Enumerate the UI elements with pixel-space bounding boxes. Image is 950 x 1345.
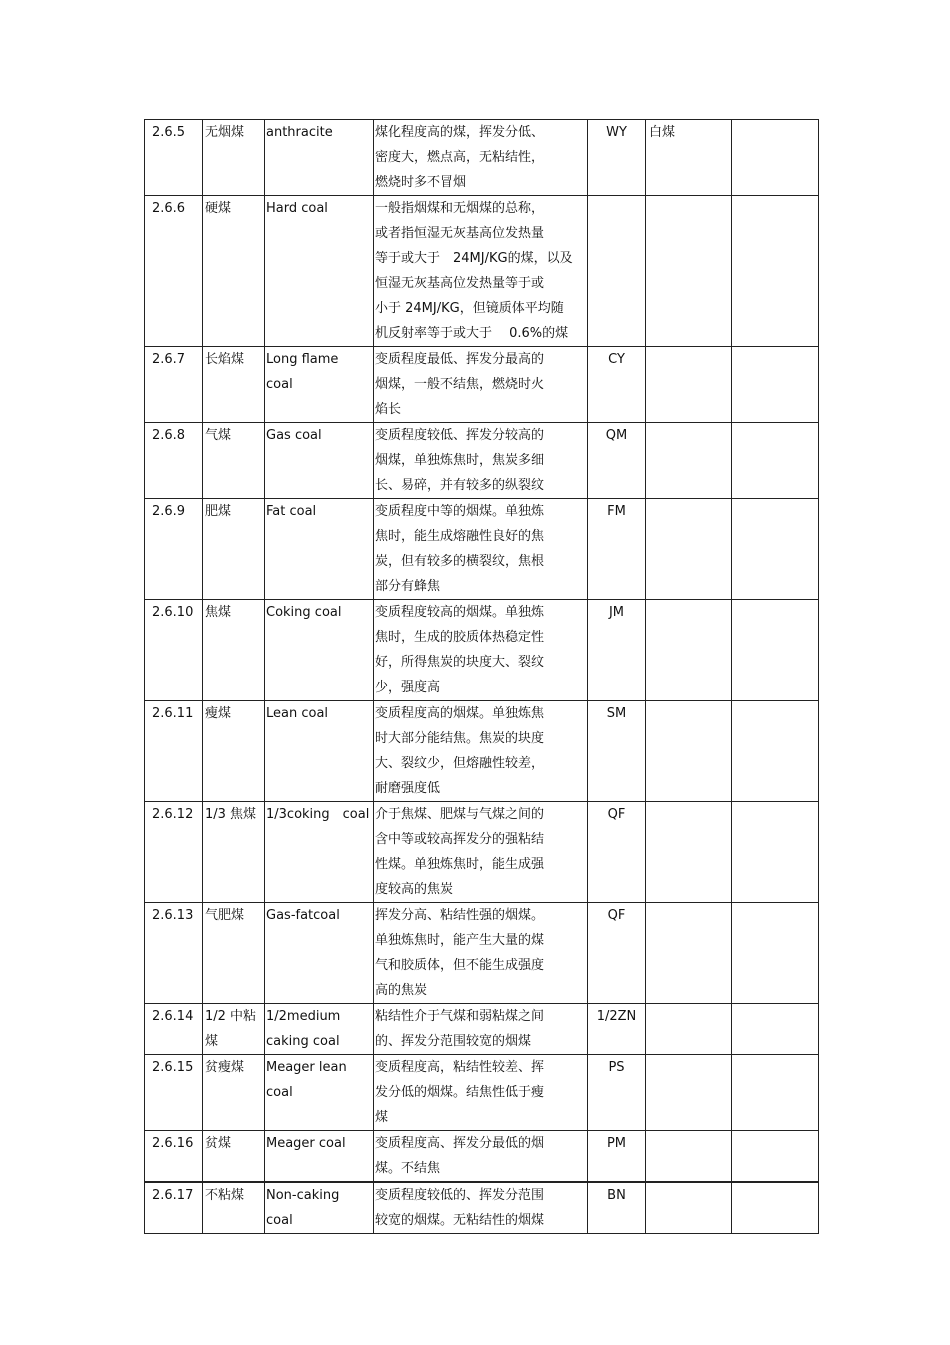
term-number [145, 120, 203, 196]
term-definition-line: 焰长 [375, 402, 402, 417]
table-row [145, 701, 819, 802]
term-alias [646, 1004, 732, 1055]
term-definition-line: 性煤。单独炼焦时，能生成强 [375, 857, 545, 872]
term-alias [646, 196, 732, 347]
term-number [145, 1131, 203, 1183]
term-number-text: 2.6.16 [152, 1136, 194, 1151]
term-alias-text: 白煤 [649, 125, 676, 140]
term-code [588, 1131, 646, 1183]
term-code [588, 600, 646, 701]
term-english-line: Meager lean [266, 1060, 347, 1075]
term-chinese-line: 气肥煤 [205, 908, 245, 923]
term-number-text: 2.6.13 [152, 908, 194, 923]
term-note [732, 120, 819, 196]
term-definition-line: 粘结性介于气煤和弱粘煤之间 [375, 1009, 545, 1024]
term-english [265, 196, 374, 347]
term-alias [646, 701, 732, 802]
term-code-text: FM [607, 504, 626, 519]
term-definition [374, 120, 588, 196]
term-code-text: WY [606, 125, 627, 140]
term-definition-line: 焦时，生成的胶质体热稳定性 [375, 630, 545, 645]
term-chinese-line: 长焰煤 [205, 352, 245, 367]
term-chinese-line: 气煤 [205, 428, 232, 443]
term-english-line: Lean coal [266, 706, 329, 721]
term-english [265, 120, 374, 196]
term-note [732, 903, 819, 1004]
term-code-text: QF [607, 908, 626, 923]
term-definition [374, 1182, 588, 1234]
term-chinese-line: 煤 [205, 1034, 219, 1049]
term-number-text: 2.6.6 [152, 201, 186, 216]
term-code [588, 120, 646, 196]
table-row [145, 903, 819, 1004]
table-row [145, 423, 819, 499]
term-definition [374, 1055, 588, 1131]
term-chinese-line: 不粘煤 [205, 1188, 245, 1203]
term-definition-line: 炭，但有较多的横裂纹，焦根 [375, 554, 545, 569]
term-number [145, 1004, 203, 1055]
term-number [145, 196, 203, 347]
term-note [732, 1055, 819, 1131]
term-number [145, 701, 203, 802]
term-code-text: JM [608, 605, 625, 620]
term-english [265, 802, 374, 903]
term-note [732, 802, 819, 903]
term-alias [646, 903, 732, 1004]
term-chinese-line: 硬煤 [205, 201, 232, 216]
term-code [588, 499, 646, 600]
term-definition [374, 499, 588, 600]
term-definition-line: 的、挥发分范围较宽的烟煤 [375, 1034, 532, 1049]
term-alias [646, 802, 732, 903]
term-english [265, 903, 374, 1004]
term-note [732, 499, 819, 600]
term-english-line: Long flame [266, 352, 339, 367]
term-chinese-line: 肥煤 [205, 504, 232, 519]
table-row [145, 196, 819, 347]
term-definition-line: 含中等或较高挥发分的强粘结 [375, 832, 545, 847]
term-number-text: 2.6.7 [152, 352, 186, 367]
term-chinese-line: 无烟煤 [205, 125, 245, 140]
term-code-text: 1/2ZN [596, 1009, 637, 1024]
term-note [732, 1004, 819, 1055]
term-definition-line: 发分低的烟煤。结焦性低于瘦 [375, 1085, 545, 1100]
term-definition-line: 煤化程度高的煤，挥发分低、 [375, 125, 545, 140]
term-english-line: Gas-fatcoal [266, 908, 340, 923]
term-english-line: 1/2medium [266, 1009, 341, 1024]
term-definition-line: 机反射率等于或大于 0.6%的煤 [375, 326, 569, 341]
term-definition-line: 变质程度较高的烟煤。单独炼 [375, 605, 545, 620]
term-chinese [203, 802, 265, 903]
term-definition-line: 气和胶质体，但不能生成强度 [375, 958, 545, 973]
term-definition-line: 煤 [375, 1110, 389, 1125]
term-definition-line: 密度大，燃点高，无粘结性， [375, 150, 545, 165]
term-note [732, 1131, 819, 1183]
term-code [588, 701, 646, 802]
term-number-text: 2.6.11 [152, 706, 194, 721]
term-definition-line: 变质程度较低的、挥发分范围 [375, 1188, 545, 1203]
term-english [265, 1055, 374, 1131]
term-chinese-line: 焦煤 [205, 605, 232, 620]
term-number-text: 2.6.12 [152, 807, 194, 822]
term-definition [374, 347, 588, 423]
term-definition [374, 196, 588, 347]
term-chinese [203, 499, 265, 600]
term-definition-line: 少，强度高 [375, 680, 441, 695]
table-row [145, 1004, 819, 1055]
term-english-line: anthracite [266, 125, 333, 140]
term-definition-line: 较宽的烟煤。无粘结性的烟煤 [375, 1213, 545, 1228]
table-row [145, 347, 819, 423]
term-code-text: PM [606, 1136, 627, 1151]
term-chinese [203, 600, 265, 701]
term-english [265, 423, 374, 499]
term-note [732, 196, 819, 347]
term-definition [374, 423, 588, 499]
term-number [145, 1055, 203, 1131]
table-row [145, 499, 819, 600]
term-chinese [203, 1004, 265, 1055]
term-chinese-line: 贫煤 [205, 1136, 232, 1151]
term-definition-line: 长、易碎，并有较多的纵裂纹 [375, 478, 545, 493]
term-definition-line: 单独炼焦时，能产生大量的煤 [375, 933, 545, 948]
term-chinese [203, 1182, 265, 1234]
table-row [145, 120, 819, 196]
table-row [145, 1055, 819, 1131]
term-english-line: Fat coal [266, 504, 317, 519]
term-chinese-line: 瘦煤 [205, 706, 232, 721]
term-english [265, 1004, 374, 1055]
table-body [145, 120, 819, 1234]
term-code [588, 1004, 646, 1055]
term-number [145, 802, 203, 903]
term-code [588, 347, 646, 423]
term-number [145, 423, 203, 499]
term-code-text: BN [607, 1188, 626, 1203]
term-english-line: Gas coal [266, 428, 322, 443]
term-definition-line: 介于焦煤、肥煤与气煤之间的 [375, 807, 545, 822]
term-code [588, 196, 646, 347]
term-alias [646, 1055, 732, 1131]
term-english-line: caking coal [266, 1034, 340, 1049]
term-chinese [203, 1131, 265, 1183]
term-definition [374, 701, 588, 802]
term-english [265, 600, 374, 701]
term-alias [646, 423, 732, 499]
term-code [588, 903, 646, 1004]
term-chinese-line: 1/2 中粘 [205, 1009, 257, 1024]
term-definition-line: 变质程度较低、挥发分较高的 [375, 428, 545, 443]
term-english-line: 1/3coking coal [266, 807, 370, 822]
term-definition-line: 小于 24MJ/KG，但镜质体平均随 [375, 301, 564, 316]
term-note [732, 347, 819, 423]
term-definition-line: 或者指恒湿无灰基高位发热量 [375, 226, 545, 241]
term-number-text: 2.6.8 [152, 428, 186, 443]
term-english-line: Non-caking [266, 1188, 340, 1203]
term-definition [374, 1131, 588, 1183]
term-number [145, 499, 203, 600]
term-english [265, 499, 374, 600]
term-chinese [203, 423, 265, 499]
table-row [145, 1131, 819, 1183]
term-number [145, 347, 203, 423]
term-definition [374, 600, 588, 701]
term-english-line: coal [266, 1085, 293, 1100]
term-alias [646, 1131, 732, 1183]
term-alias [646, 1182, 732, 1234]
term-chinese [203, 1055, 265, 1131]
term-note [732, 600, 819, 701]
term-note [732, 1182, 819, 1234]
term-definition-line: 燃烧时多不冒烟 [375, 175, 467, 190]
term-definition-line: 好，所得焦炭的块度大、裂纹 [375, 655, 545, 670]
term-note [732, 423, 819, 499]
term-english-line: coal [266, 377, 293, 392]
term-code-text: QF [607, 807, 626, 822]
term-definition-line: 度较高的焦炭 [375, 882, 454, 897]
term-english [265, 1131, 374, 1183]
term-definition-line: 挥发分高、粘结性强的烟煤。 [375, 908, 545, 923]
coal-terms-table [144, 119, 819, 1234]
term-definition-line: 煤。不结焦 [375, 1161, 441, 1176]
term-chinese [203, 120, 265, 196]
table-row [145, 1182, 819, 1234]
term-english [265, 1182, 374, 1234]
term-code-text: SM [606, 706, 627, 721]
term-definition [374, 1004, 588, 1055]
term-number-text: 2.6.10 [152, 605, 194, 620]
term-code-text: QM [605, 428, 628, 443]
term-code-text: PS [608, 1060, 625, 1075]
term-number-text: 2.6.14 [152, 1009, 194, 1024]
term-number-text: 2.6.15 [152, 1060, 194, 1075]
term-english-line: coal [266, 1213, 293, 1228]
term-english [265, 347, 374, 423]
term-definition-line: 耐磨强度低 [375, 781, 441, 796]
term-definition-line: 时大部分能结焦。焦炭的块度 [375, 731, 545, 746]
term-chinese [203, 903, 265, 1004]
term-number [145, 1182, 203, 1234]
term-alias [646, 499, 732, 600]
term-number-text: 2.6.17 [152, 1188, 194, 1203]
term-english-line: Coking coal [266, 605, 342, 620]
term-definition [374, 802, 588, 903]
term-alias [646, 600, 732, 701]
term-definition-line: 恒湿无灰基高位发热量等于或 [375, 276, 545, 291]
term-definition-line: 大、裂纹少，但熔融性较差， [375, 756, 545, 771]
term-definition-line: 变质程度高、挥发分最低的烟 [375, 1136, 545, 1151]
term-definition-line: 等于或大于 24MJ/KG的煤，以及 [375, 251, 573, 266]
term-number [145, 600, 203, 701]
term-definition-line: 变质程度最低、挥发分最高的 [375, 352, 545, 367]
term-definition-line: 烟煤，单独炼焦时，焦炭多细 [375, 453, 545, 468]
term-definition-line: 烟煤，一般不结焦，燃烧时火 [375, 377, 545, 392]
term-english-line: Hard coal [266, 201, 328, 216]
term-alias [646, 120, 732, 196]
term-chinese [203, 196, 265, 347]
term-code [588, 802, 646, 903]
term-code [588, 423, 646, 499]
term-english [265, 701, 374, 802]
term-chinese [203, 701, 265, 802]
table-row [145, 802, 819, 903]
term-chinese [203, 347, 265, 423]
term-definition [374, 903, 588, 1004]
term-number-text: 2.6.5 [152, 125, 186, 140]
term-code-text: CY [608, 352, 625, 367]
term-english-line: Meager coal [266, 1136, 346, 1151]
term-definition-line: 变质程度高的烟煤。单独炼焦 [375, 706, 545, 721]
term-chinese-line: 1/3 焦煤 [205, 807, 257, 822]
term-definition-line: 部分有蜂焦 [375, 579, 441, 594]
term-note [732, 701, 819, 802]
term-number [145, 903, 203, 1004]
term-chinese-line: 贫瘦煤 [205, 1060, 245, 1075]
term-alias [646, 347, 732, 423]
term-definition-line: 变质程度高，粘结性较差、挥 [375, 1060, 545, 1075]
term-definition-line: 变质程度中等的烟煤。单独炼 [375, 504, 545, 519]
term-definition-line: 高的焦炭 [375, 983, 428, 998]
term-code [588, 1055, 646, 1131]
table-row [145, 600, 819, 701]
term-code [588, 1182, 646, 1234]
term-definition-line: 焦时，能生成熔融性良好的焦 [375, 529, 545, 544]
term-definition-line: 一般指烟煤和无烟煤的总称， [375, 201, 545, 216]
term-number-text: 2.6.9 [152, 504, 186, 519]
